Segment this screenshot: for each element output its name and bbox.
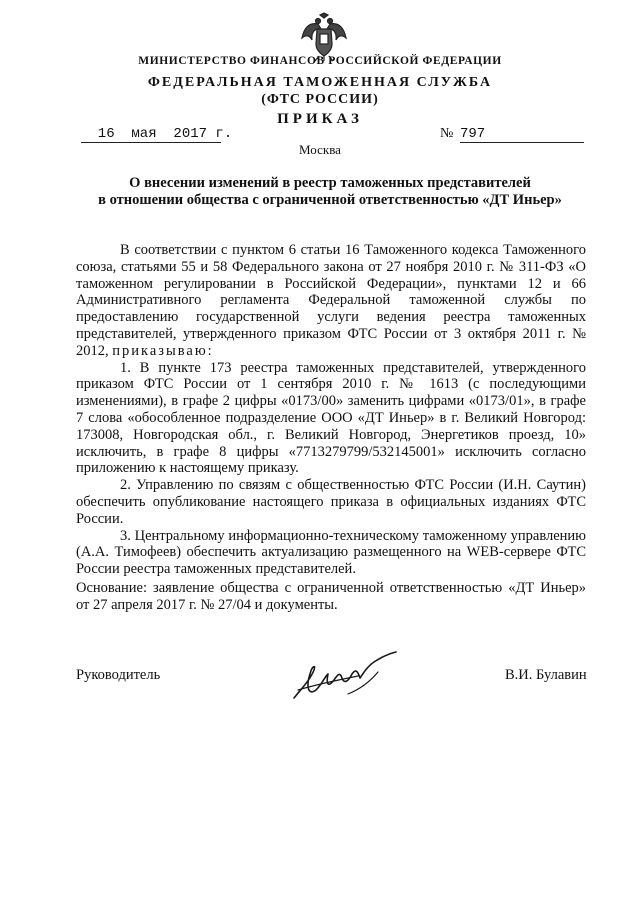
order-basis: Основание: заявление общества с ограниченной ответственностью «ДТ Иньер» от 27 апреля 2017 г. № 27/04 и документы. — [76, 580, 586, 613]
ministry-heading: МИНИСТЕРСТВО ФИНАНСОВ РОССИЙСКОЙ ФЕДЕРАЦИИ — [138, 55, 502, 67]
order-city: Москва — [299, 142, 341, 157]
service-heading: ФЕДЕРАЛЬНАЯ ТАМОЖЕННАЯ СЛУЖБА — [147, 75, 493, 90]
handwritten-signature — [288, 650, 400, 706]
order-number-label: № — [440, 126, 454, 141]
order-title-line-1: О внесении изменений в реестр таможенных представителей — [129, 175, 531, 191]
order-title-line-2: в отношении общества с ограниченной ответственностью «ДТ Иньер» — [98, 192, 562, 208]
order-number: 797 — [460, 126, 584, 143]
service-short-heading: (ФТС РОССИИ) — [261, 92, 379, 107]
signer-role: Руководитель — [76, 667, 161, 683]
document-type-heading: ПРИКАЗ — [277, 111, 363, 127]
signer-name: В.И. Булавин — [505, 667, 587, 683]
order-body — [76, 242, 586, 578]
order-intro-paragraph — [76, 242, 586, 360]
order-intro-text: В соответствии с пунктом 6 статьи 16 Таможенного кодекса Таможенного союза, статьями 55 и 58 Федерального закона от 27 ноября 2010 г. № 311-ФЗ «О таможенном регулировании в Российской Федерации», пунктами 12 и 66 Административного регламента Федеральной таможенной службы по предоставлению государственной услуги ведения реестра таможенных представителей, утвержденного приказом ФТС России от 3 октября 2011 г. № 2012, — [76, 242, 586, 359]
order-title — [60, 175, 600, 209]
order-item-1: 1. В пункте 173 реестра таможенных представителей, утвержденного приказом ФТС России от 1 сентября 2010 г. № 1613 (с последующими изменениями), в графе 2 цифры «0173/00» заменить цифрами «0173/01», в графе 7 слова «обособленное подразделение ООО «ДТ Иньер» в г. Великий Новгород: 173008, Новгородская обл., г. Великий Новгород, Энергетиков проезд, 10» исключить, в графе 8 цифры «7713279799/532145001» исключить согласно приложению к настоящему приказу. — [76, 359, 586, 477]
order-item-2: 2. Управлению по связям с общественностью ФТС России (И.Н. Саутин) обеспечить опубликование настоящего приказа в официальных изданиях ФТС России. — [76, 477, 586, 527]
order-date: 16 мая 2017 г. — [81, 126, 233, 142]
order-command-word: приказываю: — [112, 342, 214, 359]
order-item-3: 3. Центральному информационно-техническому таможенному управлению (А.А. Тимофеев) обеспечить актуализацию размещенного на WEB-сервере ФТС России реестра таможенных представителей. — [76, 527, 586, 578]
